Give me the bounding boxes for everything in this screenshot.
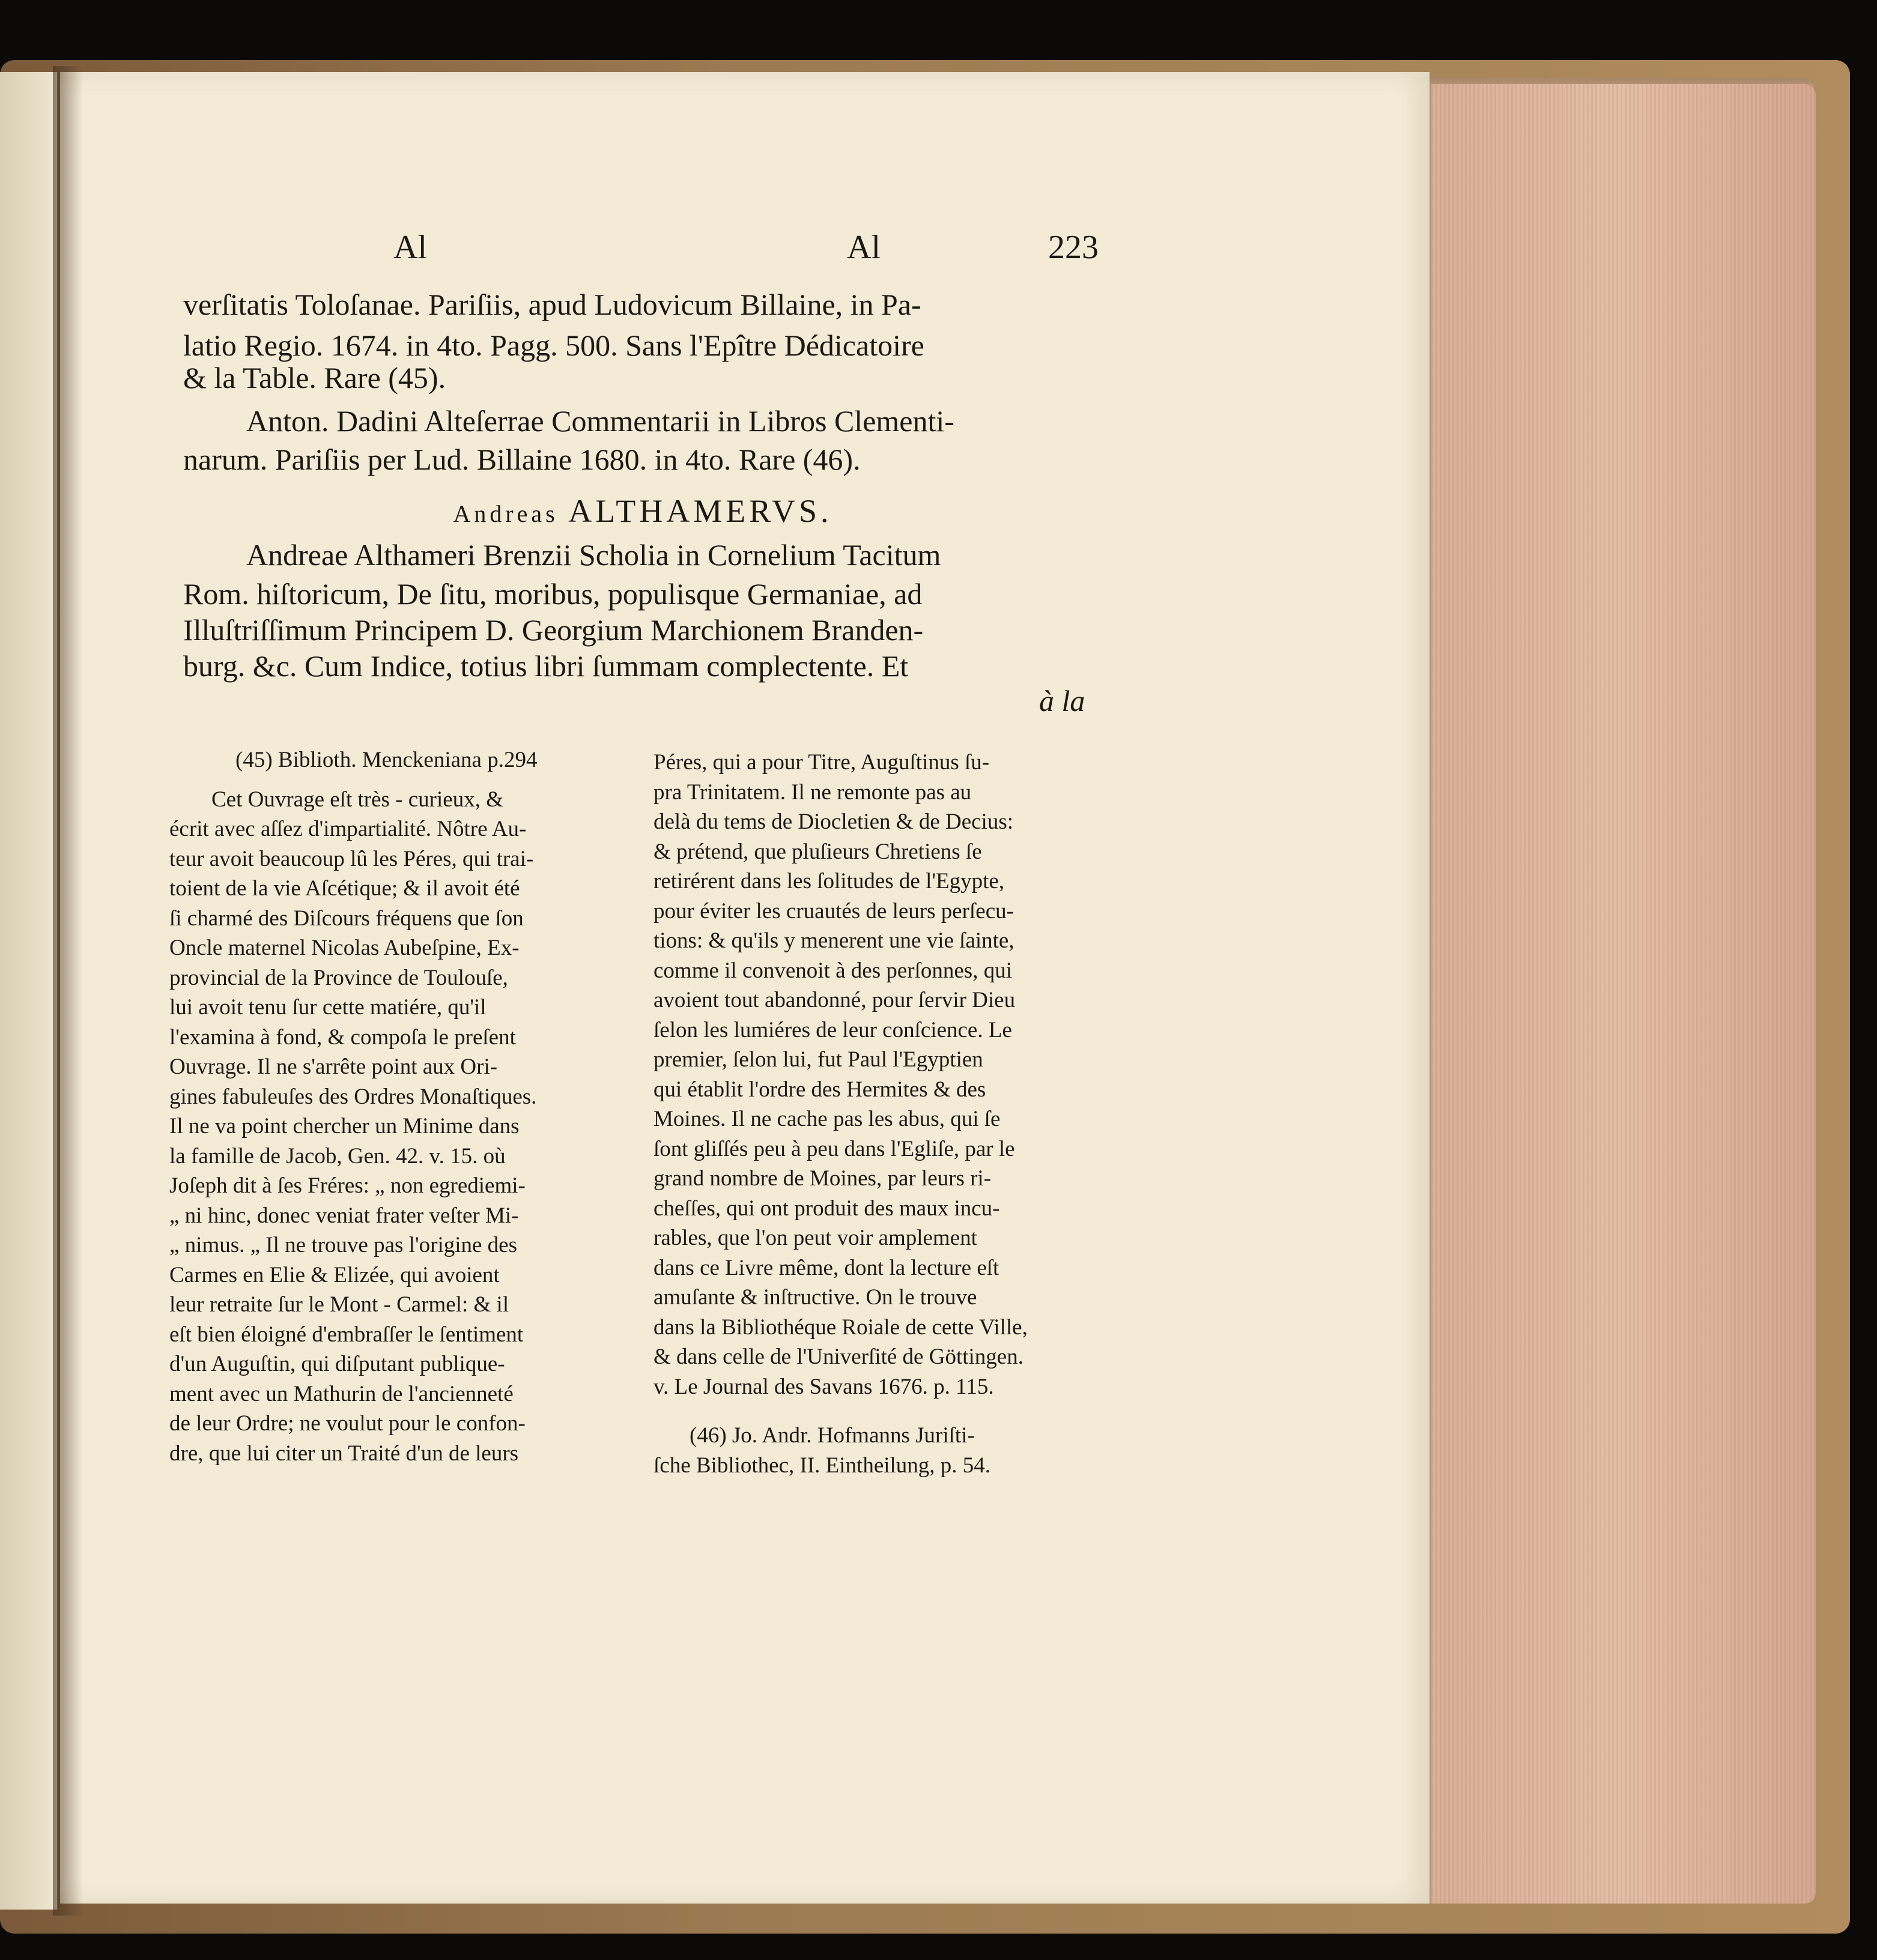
notes-left-line: dre, que lui citer un Traité d'un de leurs bbox=[169, 1441, 519, 1466]
notes-right-line: (46) Jo. Andr. Hofmanns Juriſti- bbox=[690, 1423, 975, 1448]
notes-left-line: ſi charmé des Diſcours fréquens que ſon bbox=[169, 906, 524, 931]
section-title-last: ALTHAMERVS. bbox=[568, 493, 832, 529]
notes-left-line: eſt bien éloigné d'embraſſer le ſentiment bbox=[169, 1322, 524, 1347]
notes-right-line: grand nombre de Moines, par leurs ri- bbox=[653, 1166, 992, 1191]
notes-left-line: écrit avec aſſez d'impartialité. Nôtre Au- bbox=[169, 817, 527, 841]
notes-left-line: Il ne va point chercher un Minime dans bbox=[169, 1114, 520, 1139]
main-line-2: latio Regio. 1674. in 4to. Pagg. 500. Sans l'Epître Dédicatoire bbox=[183, 328, 924, 362]
notes-right-line: pra Trinitatem. Il ne remonte pas au bbox=[653, 779, 972, 805]
notes-right-line: & prétend, que pluſieurs Chretiens ſe bbox=[653, 839, 982, 864]
notes-right-line: dans ce Livre même, dont la lecture eſt bbox=[653, 1255, 999, 1280]
notes-left-line: provincial de la Province de Toulouſe, bbox=[169, 965, 508, 990]
section-line-1: Andreae Althameri Brenzii Scholia in Cornelium Tacitum bbox=[246, 538, 941, 572]
notes-left-line: d'un Auguſtin, qui diſputant publique- bbox=[169, 1352, 505, 1376]
page-number: 223 bbox=[1048, 229, 1099, 266]
main-line-5: narum. Pariſiis per Lud. Billaine 1680. in 4to. Rare (46). bbox=[183, 443, 861, 476]
notes-left-line: gines fabuleuſes des Ordres Monaſtiques. bbox=[169, 1084, 537, 1109]
notes-right-line: comme il convenoit à des perſonnes, qui bbox=[653, 958, 1012, 983]
main-line-4: Anton. Dadini Alteſerrae Commentarii in Libros Clementi- bbox=[246, 404, 954, 438]
catchword: à la bbox=[1039, 684, 1085, 718]
notes-right-line: rables, que l'on peut voir amplement bbox=[653, 1226, 977, 1250]
notes-left-line: Cet Ouvrage eſt très - curieux, & bbox=[211, 787, 503, 812]
notes-left-line: lui avoit tenu ſur cette matiére, qu'il bbox=[169, 995, 487, 1020]
notes-right-line: dans la Bibliothéque Roiale de cette Ville, bbox=[653, 1314, 1028, 1340]
section-title-first: Andreas bbox=[453, 500, 559, 527]
notes-left-line: leur retraite ſur le Mont - Carmel: & il bbox=[169, 1292, 509, 1317]
notes-right-line: v. Le Journal des Savans 1676. p. 115. bbox=[653, 1374, 994, 1399]
notes-right-line: amuſante & inſtructive. On le trouve bbox=[653, 1285, 977, 1310]
section-title bbox=[183, 492, 1102, 530]
notes-right-line: qui établit l'ordre des Hermites & des bbox=[653, 1077, 986, 1102]
notes-right-line: Péres, qui a pour Titre, Auguſtinus ſu- bbox=[653, 750, 990, 775]
notes-left-line: toient de la vie Aſcétique; & il avoit été bbox=[169, 876, 520, 901]
notes-left-line: „ ni hinc, donec veniat frater veſter Mi- bbox=[169, 1203, 519, 1228]
section-line-2: Rom. hiſtoricum, De ſitu, moribus, populisque Germaniae, ad bbox=[183, 577, 923, 611]
section-line-4: burg. &c. Cum Indice, totius libri ſummam complectente. Et bbox=[183, 649, 909, 683]
section-line-3: Illuſtriſſimum Principem D. Georgium Marchionem Branden- bbox=[183, 613, 924, 647]
notes-left-line: „ nimus. „ Il ne trouve pas l'origine des bbox=[169, 1233, 517, 1257]
notes-left-line: Carmes en Elie & Elizée, qui avoient bbox=[169, 1262, 500, 1287]
notes-left-line: teur avoit beaucoup lû les Péres, qui trai- bbox=[169, 846, 534, 871]
notes-left-line: la famille de Jacob, Gen. 42. v. 15. où bbox=[169, 1143, 506, 1169]
running-header-center: Al bbox=[847, 229, 881, 266]
notes-right-line: cheſſes, qui ont produit des maux incu- bbox=[653, 1196, 1000, 1221]
notes-right-line: ſche Bibliothec, II. Eintheilung, p. 54. bbox=[653, 1453, 991, 1478]
notes-left-line: de leur Ordre; ne voulut pour le confon- bbox=[169, 1411, 526, 1436]
notes-right-line: premier, ſelon lui, fut Paul l'Egyptien bbox=[653, 1047, 983, 1072]
notes-right-line: ſelon les lumiéres de leur conſcience. Le bbox=[653, 1017, 1012, 1042]
notes-left-line: Ouvrage. Il ne s'arrête point aux Ori- bbox=[169, 1054, 498, 1079]
main-line-1: verſitatis Toloſanae. Pariſiis, apud Ludovicum Billaine, in Pa- bbox=[183, 288, 921, 321]
notes-right-line: delà du tems de Diocletien & de Decius: bbox=[653, 809, 1014, 834]
page-block-edge bbox=[1430, 84, 1816, 1904]
left-page-edge bbox=[0, 72, 58, 1910]
notes-right-line: tions: & qu'ils y menerent une vie ſainte, bbox=[653, 928, 1014, 953]
notes-right-line: avoient tout abandonné, pour ſervir Dieu bbox=[653, 988, 1016, 1012]
notes-left-line: Oncle maternel Nicolas Aubeſpine, Ex- bbox=[169, 936, 520, 960]
notes-right-line: & dans celle de l'Univerſité de Göttingen. bbox=[653, 1344, 1023, 1369]
notes-right-line: Moines. Il ne cache pas les abus, qui ſe bbox=[653, 1107, 1001, 1131]
gutter-shadow bbox=[53, 66, 83, 1916]
running-header-left: Al bbox=[393, 229, 427, 266]
notes-right-line: pour éviter les cruautés de leurs perſecu- bbox=[653, 898, 1014, 924]
notes-left-line: (45) Biblioth. Menckeniana p.294 bbox=[235, 748, 538, 772]
notes-left-line: Joſeph dit à ſes Fréres: „ non egrediemi- bbox=[169, 1173, 526, 1198]
notes-right-line: ſont gliſſés peu à peu dans l'Egliſe, par le bbox=[653, 1136, 1015, 1161]
notes-right-line: retirérent dans les ſolitudes de l'Egypte, bbox=[653, 869, 1005, 894]
main-line-3: & la Table. Rare (45). bbox=[183, 361, 446, 395]
notes-left-line: l'examina à fond, & compoſa le preſent bbox=[169, 1024, 516, 1050]
notes-left-line: ment avec un Mathurin de l'ancienneté bbox=[169, 1381, 514, 1406]
